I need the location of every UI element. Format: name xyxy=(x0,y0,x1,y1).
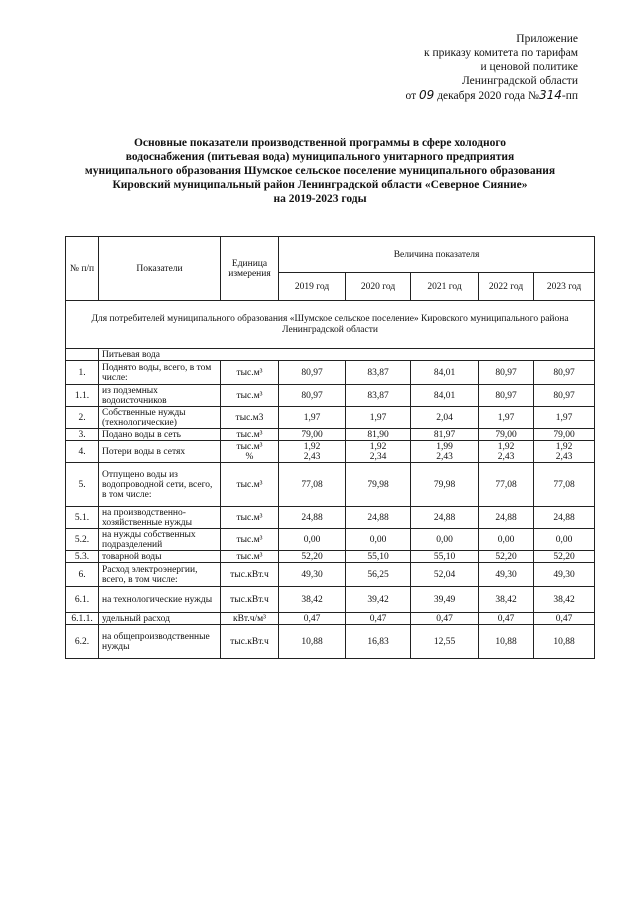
row-value: 38,42 xyxy=(279,587,346,613)
row-number: 3. xyxy=(66,429,99,441)
header-year: 2020 год xyxy=(346,273,411,301)
row-indicator: Расход электроэнергии, всего, в том числе: xyxy=(99,563,221,587)
row-value-line: 2,43 xyxy=(497,451,515,462)
row-value: 83,87 xyxy=(346,361,411,385)
row-number: 5.2. xyxy=(66,529,99,551)
row-value: 84,01 xyxy=(411,361,479,385)
row-value: 39,42 xyxy=(346,587,411,613)
row-value: 0,47 xyxy=(346,613,411,625)
row-value: 10,88 xyxy=(534,625,595,659)
category-num-cell xyxy=(66,349,99,361)
title-line: на 2019-2023 годы xyxy=(273,193,367,205)
indicators-table xyxy=(65,236,595,659)
row-number: 6. xyxy=(66,563,99,587)
row-value: 49,30 xyxy=(534,563,595,587)
row-indicator: товарной воды xyxy=(99,551,221,563)
row-unit: тыс.м³ xyxy=(221,361,279,385)
row-unit: тыс.м³ xyxy=(221,463,279,507)
row-value: 79,98 xyxy=(346,463,411,507)
appendix-line: и ценовой политике xyxy=(480,61,578,73)
title-line: Основные показатели производственной программы в сфере холодного xyxy=(133,137,507,149)
header-year: 2023 год xyxy=(534,273,595,301)
table-row xyxy=(66,441,595,463)
row-value: 80,97 xyxy=(279,361,346,385)
row-number: 2. xyxy=(66,407,99,429)
date-day: 09 xyxy=(419,88,435,102)
date-prefix: от xyxy=(405,90,417,102)
title-line: водоснабжения (питьевая вода) муниципального унитарного предприятия xyxy=(125,151,515,163)
row-unit: тыс.м³ xyxy=(221,551,279,563)
order-number: 314 xyxy=(538,88,562,102)
row-indicator: Потери воды в сетях xyxy=(99,441,221,463)
row-value: 52,20 xyxy=(479,551,534,563)
row-value: 0,00 xyxy=(534,529,595,551)
row-value xyxy=(479,441,534,463)
row-value: 80,97 xyxy=(534,385,595,407)
row-unit: тыс.м³ xyxy=(221,429,279,441)
appendix-line: к приказу комитета по тарифам xyxy=(424,47,578,59)
row-value-line: 1,99 xyxy=(436,441,453,452)
row-value-line: 1,92 xyxy=(497,441,515,452)
table-row xyxy=(66,613,595,625)
row-value: 0,47 xyxy=(279,613,346,625)
row-unit-line: тыс.м³ xyxy=(236,441,263,452)
row-value: 52,04 xyxy=(411,563,479,587)
header-year: 2019 год xyxy=(279,273,346,301)
row-value: 81,97 xyxy=(411,429,479,441)
row-value: 24,88 xyxy=(411,507,479,529)
row-value: 0,47 xyxy=(479,613,534,625)
row-value-line: 2,43 xyxy=(555,451,573,462)
row-indicator: на общепроизводственные нужды xyxy=(99,625,221,659)
row-value: 55,10 xyxy=(346,551,411,563)
row-value xyxy=(534,441,595,463)
row-value: 83,87 xyxy=(346,385,411,407)
row-indicator: Отпущено воды из водопроводной сети, всего, в том числе: xyxy=(99,463,221,507)
table-row xyxy=(66,361,595,385)
row-value: 56,25 xyxy=(346,563,411,587)
table-row xyxy=(66,407,595,429)
row-value: 79,00 xyxy=(534,429,595,441)
row-value: 38,42 xyxy=(479,587,534,613)
row-value-line: 2,43 xyxy=(436,451,453,462)
row-unit xyxy=(221,441,279,463)
row-value: 10,88 xyxy=(279,625,346,659)
table-row xyxy=(66,529,595,551)
title-line: Кировский муниципальный район Ленинградской области «Северное Сияние» xyxy=(112,179,528,191)
row-value: 16,83 xyxy=(346,625,411,659)
row-value xyxy=(346,441,411,463)
row-number: 1. xyxy=(66,361,99,385)
table-row xyxy=(66,563,595,587)
row-value xyxy=(411,441,479,463)
table-row xyxy=(66,625,595,659)
appendix-date-line xyxy=(338,88,578,103)
row-indicator: Подано воды в сеть xyxy=(99,429,221,441)
row-value: 52,20 xyxy=(279,551,346,563)
row-value: 10,88 xyxy=(479,625,534,659)
row-unit: тыс.м3 xyxy=(221,407,279,429)
row-number: 6.2. xyxy=(66,625,99,659)
row-value: 80,97 xyxy=(479,361,534,385)
row-indicator: удельный расход xyxy=(99,613,221,625)
row-value: 0,47 xyxy=(411,613,479,625)
row-value-line: 1,92 xyxy=(555,441,573,452)
row-number: 6.1.1. xyxy=(66,613,99,625)
table-row xyxy=(66,507,595,529)
row-value: 1,97 xyxy=(479,407,534,429)
row-value: 24,88 xyxy=(279,507,346,529)
row-number: 1.1. xyxy=(66,385,99,407)
row-number: 4. xyxy=(66,441,99,463)
table-row xyxy=(66,587,595,613)
row-number: 5. xyxy=(66,463,99,507)
header-value-group: Величина показателя xyxy=(279,237,595,273)
row-unit: тыс.кВт.ч xyxy=(221,563,279,587)
row-value: 79,00 xyxy=(279,429,346,441)
row-indicator: из подземных водоисточников xyxy=(99,385,221,407)
row-value: 0,00 xyxy=(411,529,479,551)
row-value: 0,00 xyxy=(279,529,346,551)
row-value: 24,88 xyxy=(534,507,595,529)
row-value: 77,08 xyxy=(534,463,595,507)
row-unit: тыс.кВт.ч xyxy=(221,587,279,613)
row-value: 79,98 xyxy=(411,463,479,507)
table-row xyxy=(66,463,595,507)
header-indicator: Показатели xyxy=(99,237,221,301)
row-value-line: 1,92 xyxy=(303,441,321,452)
category-row: Питьевая вода xyxy=(99,349,595,361)
row-value: 80,97 xyxy=(534,361,595,385)
appendix-line: Ленинградской области xyxy=(461,75,578,87)
row-indicator: на нужды собственных подразделений xyxy=(99,529,221,551)
header-num: № п/п xyxy=(66,237,99,301)
section-row: Для потребителей муниципального образования «Шумское сельское поселение» Кировского муниципального района Ленинградской области xyxy=(66,301,595,349)
row-unit-line: % xyxy=(245,451,254,462)
row-value: 81,90 xyxy=(346,429,411,441)
row-value: 80,97 xyxy=(479,385,534,407)
row-number: 5.3. xyxy=(66,551,99,563)
header-year: 2021 год xyxy=(411,273,479,301)
row-value: 1,97 xyxy=(346,407,411,429)
row-value: 0,47 xyxy=(534,613,595,625)
row-indicator: на производственно-хозяйственные нужды xyxy=(99,507,221,529)
table-row xyxy=(66,385,595,407)
row-unit: кВт.ч/м³ xyxy=(221,613,279,625)
row-value: 77,08 xyxy=(479,463,534,507)
order-suffix: -пп xyxy=(561,90,578,102)
row-value: 49,30 xyxy=(479,563,534,587)
row-unit: тыс.м³ xyxy=(221,529,279,551)
row-indicator: Поднято воды, всего, в том числе: xyxy=(99,361,221,385)
row-value: 1,97 xyxy=(534,407,595,429)
row-value: 84,01 xyxy=(411,385,479,407)
row-unit: тыс.м³ xyxy=(221,507,279,529)
date-rest: декабря 2020 года № xyxy=(437,90,539,102)
row-value: 0,00 xyxy=(346,529,411,551)
row-value-line: 2,34 xyxy=(369,451,387,462)
row-indicator: на технологические нужды xyxy=(99,587,221,613)
row-value: 24,88 xyxy=(479,507,534,529)
row-value: 0,00 xyxy=(479,529,534,551)
row-value-line: 2,43 xyxy=(303,451,321,462)
row-value: 2,04 xyxy=(411,407,479,429)
table-row xyxy=(66,429,595,441)
row-number: 5.1. xyxy=(66,507,99,529)
row-value: 49,30 xyxy=(279,563,346,587)
row-value: 80,97 xyxy=(279,385,346,407)
row-number: 6.1. xyxy=(66,587,99,613)
row-value: 77,08 xyxy=(279,463,346,507)
row-indicator: Собственные нужды (технологические) xyxy=(99,407,221,429)
header-unit: Единица измерения xyxy=(221,237,279,301)
row-value: 52,20 xyxy=(534,551,595,563)
table-row xyxy=(66,551,595,563)
document-title xyxy=(40,136,600,206)
row-value: 38,42 xyxy=(534,587,595,613)
row-value: 12,55 xyxy=(411,625,479,659)
appendix-block xyxy=(338,32,578,103)
row-unit: тыс.кВт.ч xyxy=(221,625,279,659)
header-year: 2022 год xyxy=(479,273,534,301)
row-value: 79,00 xyxy=(479,429,534,441)
row-value: 39,49 xyxy=(411,587,479,613)
row-value: 1,97 xyxy=(279,407,346,429)
row-unit: тыс.м³ xyxy=(221,385,279,407)
row-value-line: 1,92 xyxy=(369,441,387,452)
appendix-line: Приложение xyxy=(516,33,578,45)
row-value: 24,88 xyxy=(346,507,411,529)
title-line: муниципального образования Шумское сельское поселение муниципального образования xyxy=(84,165,556,177)
row-value: 55,10 xyxy=(411,551,479,563)
row-value xyxy=(279,441,346,463)
